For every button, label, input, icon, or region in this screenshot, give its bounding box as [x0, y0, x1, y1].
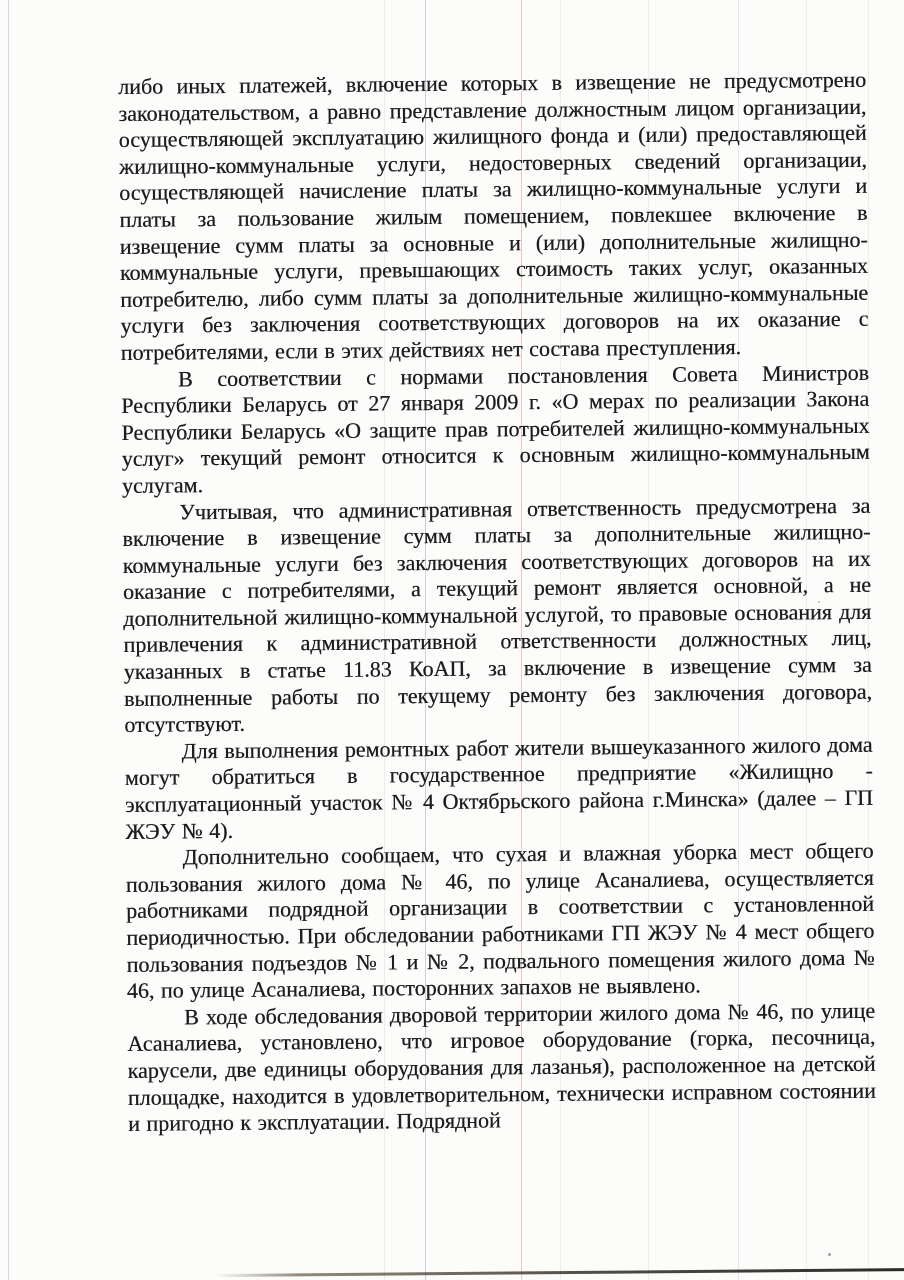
- paragraph-2: В соответствии с нормами постановления Совета Министров Республики Беларусь от 27 января 2009 г. «О мерах по реализации Закона Республики Беларусь «О защите прав потребителей жилищно-коммунальных услуг» текущий ремонт относится к основным жилищно-коммунальным услугам.: [121, 359, 870, 498]
- document-body: [118, 67, 876, 1138]
- paragraph-4: Для выполнения ремонтных работ жители вышеуказанного жилого дома могут обратиться в государственное предприятие «Жилищно - эксплуатационный участок № 4 Октябрьского района г.Минска» (далее – ГП ЖЭУ № 4).: [124, 731, 874, 844]
- paragraph-6: В ходе обследования дворовой территории жилого дома № 46, по улице Асаналиева, установлено, что игровое оборудование (горка, песочница, карусели, две единицы оборудования для лазанья), расположенное на детской площадке, находится в удовлетворительном, технически исправном состоянии и пригодно к эксплуатации. Подрядной: [127, 997, 876, 1137]
- paragraph-3: Учитывая, что административная ответственность предусмотрена за включение в извещение сумм платы за дополнительные жилищно-коммунальные услуги без заключения соответствующих договоров на их оказание с потребителями, а текущий ремонт является основной, а не дополнительной жилищно-коммунальной услугой, то правовые основания для привлечения к административной ответственности должностных лиц, указанных в статье 11.83 КоАП, за включение в извещение сумм за выполненные работы по текущему ремонту без заключения договора, отсутствуют.: [122, 492, 873, 738]
- paragraph-1: либо иных платежей, включение которых в извещение не предусмотрено законодательством, а равно представление должностным лицом организации, осуществляющей эксплуатацию жилищного фонда и (или) предоставляющей жилищно-коммунальные услуги, недостоверных сведений организации, осуществляющей начисление платы за жилищно-коммунальные услуги и платы за пользование жилым помещением, повлекшее включение в извещение сумм платы за основные и (или) дополнительные жилищно-коммунальные услуги, превышающих стоимость таких услуг, оказанных потребителю, либо сумм платы за дополнительные жилищно-коммунальные услуги без заключения соответствующих договоров на их оказание с потребителями, если в этих действиях нет состава преступления.: [118, 66, 869, 365]
- dust-speck: [828, 1253, 831, 1256]
- scan-stripe-left-edge: [8, 0, 9, 1280]
- scan-bottom-edge-line: [215, 1268, 904, 1277]
- paragraph-5: Дополнительно сообщаем, что сухая и влажная уборка мест общего пользования жилого дома № 46, по улице Асаналиева, осуществляется работниками подрядной организации в соответствии с установленной периодичностью. При обследовании работниками ГП ЖЭУ № 4 мест общего пользования подъездов № 1 и № 2, подвального помещения жилого дома № 46, по улице Асаналиева, посторонних запахов не выявлено.: [125, 838, 875, 1004]
